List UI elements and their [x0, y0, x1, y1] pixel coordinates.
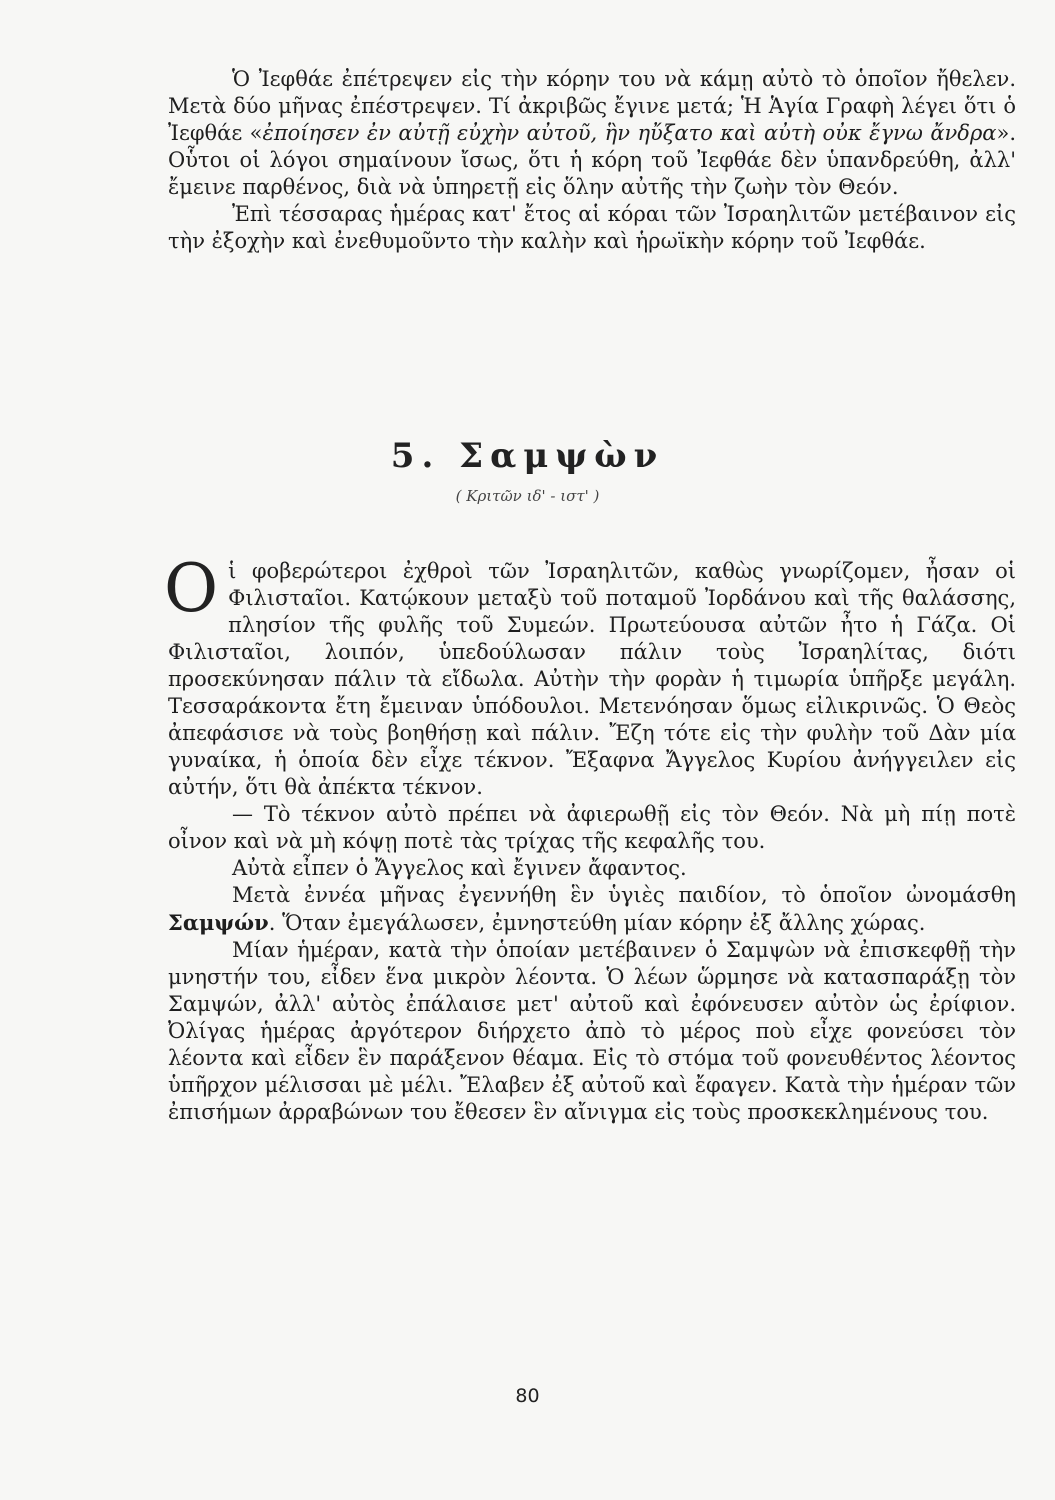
paragraph-text: ἱ φοβερώτεροι ἐχθροὶ τῶν Ἰσραηλιτῶν, καθὼς γνωρίζομεν, ἦσαν οἱ Φιλισταῖοι. Κατῴκουν μεταξὺ τοῦ ποταμοῦ Ἰορδάνου καὶ τῆς θαλάσσης, πλησίον τῆς φυλῆς τοῦ Συμεών. Πρωτεύουσα αὐτῶν ἦτο ἡ Γάζα. Οἱ Φιλισταῖοι, λοιπόν, ὑπεδούλωσαν πάλιν τοὺς Ἰσραηλίτας, διότι προσεκύνησαν πάλιν τὰ εἴδωλα. Αὐτὴν τὴν φορὰν ἡ τιμωρία ὑπῆρξε μεγάλη. Τεσσαράκοντα ἔτη ἔμειναν ὑπόδουλοι. Μετενόησαν ὅμως εἰλικρινῶς. Ὁ Θεὸς ἀπεφάσισε νὰ τοὺς βοηθήσῃ καὶ πάλιν. Ἔζη τότε εἰς τὴν φυλὴν τοῦ Δὰν μία γυναίκα, ἡ ὁποία δὲν εἶχε τέκνον. Ἔξαφνα Ἄγγελος Κυρίου ἀνήγγειλεν εἰς αὐτήν, ὅτι θὰ ἀπέκτα τέκνον.: [168, 559, 1016, 799]
name-samson: Σαμψών: [168, 910, 269, 935]
previous-story-text: [168, 66, 1016, 255]
scripture-reference: ( Κριτῶν ιδ' - ιστ' ): [455, 487, 600, 505]
paragraph: [168, 66, 1016, 201]
paragraph: Αὐτὰ εἶπεν ὁ Ἄγγελος καὶ ἔγινεν ἄφαντος.: [232, 856, 687, 880]
scripture-quote: ἐποίησεν ἐν αὐτῇ εὐχὴν αὐτοῦ, ἣν ηὔξατο καὶ αὐτὴ οὐκ ἔγνω ἄνδρα: [262, 121, 997, 145]
chapter-title: 5. Σαμψὼν: [390, 436, 665, 476]
paragraph-text: Ὁ Ἰεφθάε ἐπέτρεψεν εἰς τὴν κόρην του νὰ κάμῃ αὐτὸ τὸ ὁποῖον ἤθελεν. Μετὰ δύο μῆνας ἐπέστρεψεν. Τί ἀκριβῶς ἔγινε μετά; Ἡ Ἁγία Γραφὴ λέγει ὅτι ὁ Ἰεφθάε «: [168, 67, 1016, 145]
paragraph: [164, 550, 1016, 801]
drop-cap: Ο: [164, 550, 219, 627]
page-number: 80: [515, 1385, 540, 1407]
paragraph: — Τὸ τέκνον αὐτὸ πρέπει νὰ ἀφιερωθῇ εἰς τὸν Θεόν. Νὰ μὴ πίῃ ποτὲ οἶνον καὶ νὰ μὴ κόψῃ ποτὲ τὰς τρίχας τῆς κεφαλῆς του.: [168, 802, 1016, 853]
paragraph: Ἐπὶ τέσσαρας ἡμέρας κατ' ἔτος αἱ κόραι τῶν Ἰσραηλιτῶν μετέβαινον εἰς τὴν ἐξοχὴν καὶ ἐνεθυμοῦντο τὴν καλὴν καὶ ἡρωϊκὴν κόρην τοῦ Ἰεφθάε.: [168, 202, 1016, 253]
paragraph: [168, 882, 1016, 937]
paragraph-text: ». Οὗτοι οἱ λόγοι σημαίνουν ἴσως, ὅτι ἡ κόρη τοῦ Ἰεφθάε δὲν ὑπανδρεύθη, ἀλλ' ἔμεινε παρθένος, διὰ νὰ ὑπηρετῇ εἰς ὅλην αὐτῆς τὴν ζωὴν τὸν Θεόν.: [168, 121, 1016, 199]
samson-story-text: [164, 550, 1016, 1126]
paragraph: Μίαν ἡμέραν, κατὰ τὴν ὁποίαν μετέβαινεν ὁ Σαμψὼν νὰ ἐπισκεφθῇ τὴν μνηστήν του, εἶδεν ἕνα μικρὸν λέοντα. Ὁ λέων ὥρμησε νὰ κατασπαράξῃ τὸν Σαμψών, ἀλλ' αὐτὸς ἐπάλαισε μετ' αὐτοῦ καὶ ἐφόνευσεν αὐτὸν ὡς ἐρίφιον. Ὀλίγας ἡμέρας ἀργότερον διήρχετο ἀπὸ τὸ μέρος ποὺ εἶχε φονεύσει τὸν λέοντα καὶ εἶδεν ἓν παράξενον θέαμα. Εἰς τὸ στόμα τοῦ φονευθέντος λέοντος ὑπῆρχον μέλισσαι μὲ μέλι. Ἔλαβεν ἐξ αὐτοῦ καὶ ἔφαγεν. Κατὰ τὴν ἡμέραν τῶν ἐπισήμων ἀρραβώνων του ἔθεσεν ἓν αἴνιγμα εἰς τοὺς προσκεκλημένους του.: [168, 938, 1016, 1124]
paragraph-text: Μετὰ ἐννέα μῆνας ἐγεννήθη ἓν ὑγιὲς παιδίον, τὸ ὁποῖον ὠνομάσθη: [232, 883, 1016, 907]
paragraph-text: . Ὅταν ἐμεγάλωσεν, ἐμνηστεύθη μίαν κόρην ἐξ ἄλλης χώρας.: [268, 911, 926, 935]
